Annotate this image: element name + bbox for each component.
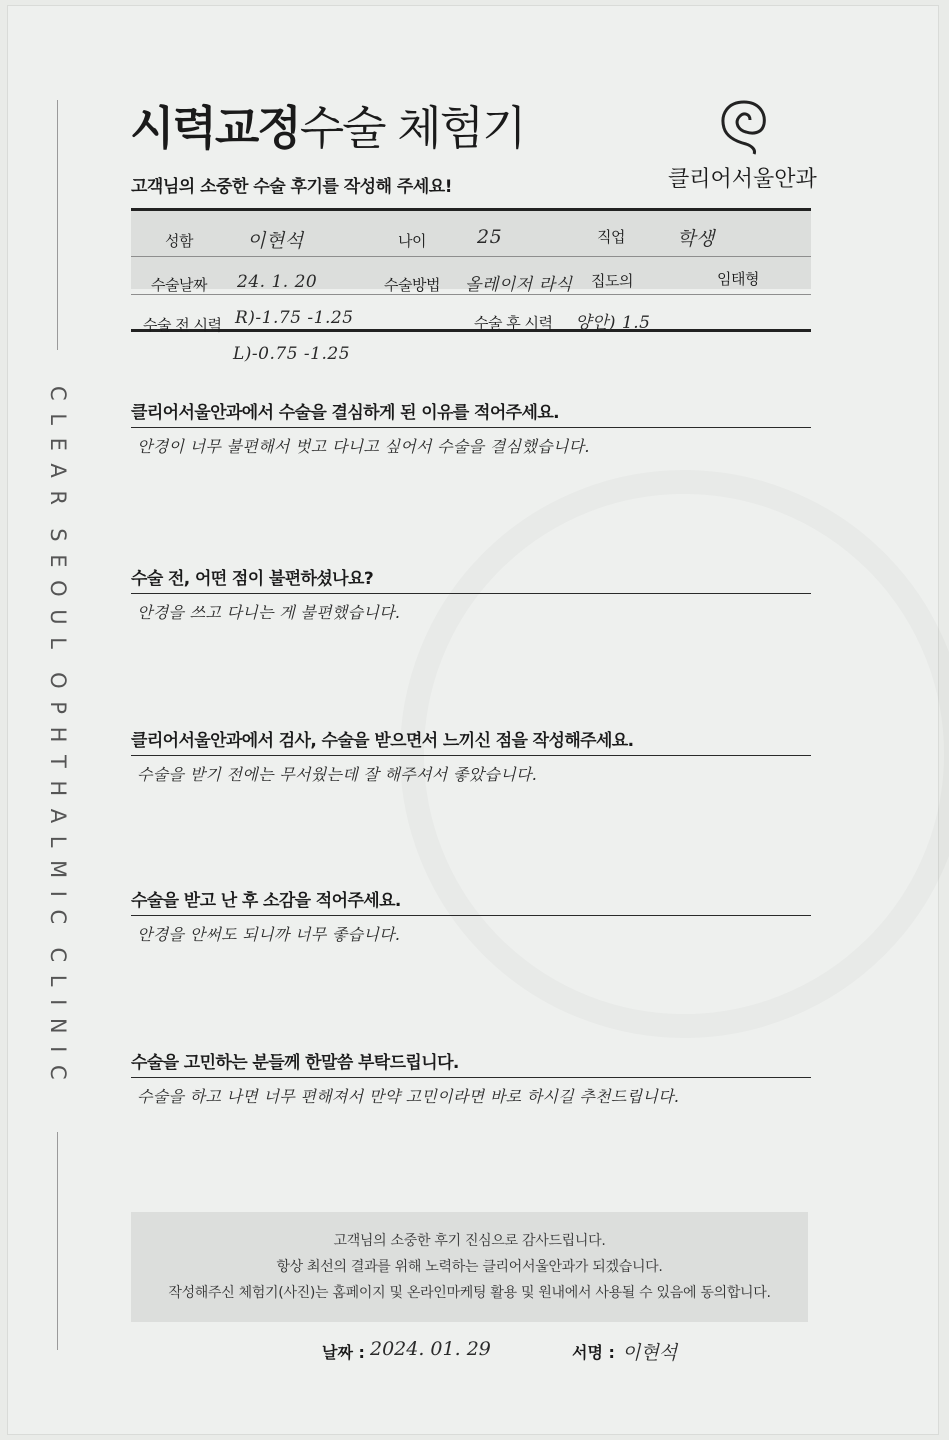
- answer-line: [131, 593, 811, 594]
- thanks-line: 항상 최선의 결과를 위해 노력하는 클리어서울안과가 되겠습니다.: [276, 1259, 663, 1275]
- name-value: 이현석: [247, 230, 304, 252]
- age-label: 나이: [398, 232, 426, 250]
- question-block: [131, 726, 811, 785]
- side-clinic-text: CLEAR SEOUL OPHTHALMIC CLINIC: [46, 386, 70, 1093]
- side-line-top: [57, 100, 58, 350]
- info-row-divider: [131, 256, 811, 257]
- question-block: [131, 1048, 811, 1107]
- info-bottom-rule: [131, 329, 811, 332]
- surgery-date-value: 24. 1. 20: [237, 272, 318, 292]
- surgery-method-label: 수술방법: [384, 276, 440, 294]
- question-text: 수술을 고민하는 분들께 한말씀 부탁드립니다.: [131, 1053, 459, 1073]
- question-block: [131, 886, 811, 945]
- footer-date-value: 2024. 01. 29: [370, 1338, 491, 1360]
- side-line-bottom: [57, 1132, 58, 1350]
- signature-value: 이현석: [622, 1342, 678, 1364]
- answer-text: 안경을 쓰고 다니는 게 불편했습니다.: [137, 603, 401, 622]
- signature-label: 서명 :: [572, 1343, 615, 1362]
- question-text: 수술 전, 어떤 점이 불편하셨나요?: [131, 569, 374, 589]
- answer-line: [131, 1077, 811, 1078]
- thanks-line: 고객님의 소중한 후기 진심으로 감사드립니다.: [333, 1233, 606, 1249]
- page-subtitle: 고객님의 소중한 수술 후기를 작성해 주세요!: [131, 177, 452, 197]
- answer-text: 안경이 너무 불편해서 벗고 다니고 싶어서 수술을 결심했습니다.: [137, 437, 590, 456]
- answer-line: [131, 755, 811, 756]
- footer-date-label: 날짜 :: [322, 1343, 365, 1362]
- job-value: 학생: [677, 228, 715, 250]
- title-bold: 시력교정: [130, 101, 300, 155]
- patient-info-table: [131, 208, 811, 332]
- pre-vision-left: L)-0.75 -1.25: [233, 344, 351, 364]
- pre-vision-label: 수술 전 시력: [143, 316, 222, 334]
- answer-line: [131, 915, 811, 916]
- question-text: 클리어서울안과에서 검사, 수술을 받으면서 느끼신 점을 작성해주세요.: [131, 731, 634, 751]
- brand-name: 클리어서울안과: [668, 167, 817, 192]
- surgeon-label: 집도의: [591, 272, 633, 290]
- answer-line: [131, 427, 811, 428]
- question-text: 수술을 받고 난 후 소감을 적어주세요.: [131, 891, 401, 911]
- surgeon-value: 임태형: [717, 270, 759, 288]
- surgery-method-value: 올레이저 라식: [465, 275, 573, 295]
- surgery-date-label: 수술날짜: [151, 276, 207, 294]
- question-block: [131, 398, 811, 457]
- job-label: 직업: [597, 228, 625, 246]
- clear-seoul-logo-icon: [716, 98, 772, 158]
- question-block: [131, 564, 811, 623]
- page-title: [130, 92, 525, 158]
- question-text: 클리어서울안과에서 수술을 결심하게 된 이유를 적어주세요.: [131, 403, 559, 423]
- answer-text: 수술을 받기 전에는 무서웠는데 잘 해주셔서 좋았습니다.: [137, 765, 538, 784]
- pre-vision-right: R)-1.75 -1.25: [235, 308, 354, 328]
- post-vision-label: 수술 후 시력: [474, 314, 553, 332]
- thank-you-box: [131, 1212, 808, 1322]
- answer-text: 수술을 하고 나면 너무 편해져서 만약 고민이라면 바로 하시길 추천드립니다.: [137, 1087, 680, 1106]
- age-value: 25: [477, 226, 503, 248]
- thanks-line: 작성해주신 체험기(사진)는 홈페이지 및 온라인마케팅 활용 및 원내에서 사용될 수 있음에 동의합니다.: [168, 1285, 771, 1301]
- name-label: 성함: [165, 232, 193, 250]
- post-vision-value: 양안) 1.5: [575, 313, 651, 333]
- title-light: 수술 체험기: [299, 101, 525, 155]
- answer-text: 안경을 안써도 되니까 너무 좋습니다.: [137, 925, 401, 944]
